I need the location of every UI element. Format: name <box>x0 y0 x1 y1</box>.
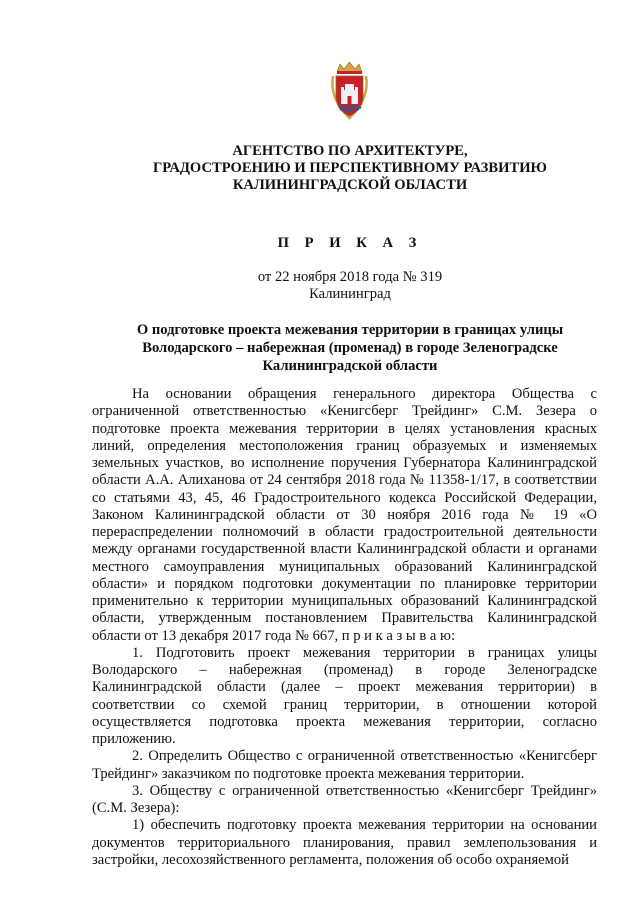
item-3-1-paragraph: 1) обеспечить подготовку проекта межевания территории на основании документов территориального планирования, правил землепользования и застройки, лесохозяйственного регламента, положения об особо охраняемой <box>92 817 597 868</box>
item-1-paragraph: 1. Подготовить проект межевания территории в границах улицы Володарского – набережная (променад) в городе Зеленоградске Калининградской области (далее – проект межевания территории) в соответствии со схемой границ территории, в отношении которой осуществляется подготовка проекта межевания территории, согласно приложению. <box>92 644 597 747</box>
preamble-paragraph: На основании обращения генерального директора Общества с ограниченной ответственностью «Кенигсберг Трейдинг» С.М. Зезера о подготовке проекта межевания территории в целях установления красных линий, определения местоположения границ образуемых и изменяемых земельных участков, во исполнение поручения Губернатора Калининградской области А.А. Алиханова от 24 сентября 2018 года № 11358-1/17, в соответствии со статьями 43, 45, 46 Градостроительного кодекса Российской Федерации, Законом Калининградской области от 30 ноября 2016 года № 19 «О перераспределении полномочий в области градостроительной деятельности между органами государственной власти Калининградской области и органами местного самоуправления муниципальных образований Калининградской области» и порядком подготовки документации по планировке территории применительно к территории муниципальных образований Калининградской области, утвержденным постановлением Правительства Калининградской области от 13 декабря 2017 года № 667, п р и к а з ы в а ю: <box>92 386 597 644</box>
order-subject <box>60 321 640 375</box>
agency-line-3: КАЛИНИНГРАДСКОЙ ОБЛАСТИ <box>232 177 468 193</box>
order-meta <box>60 269 640 303</box>
subject-line-3: Калининградской области <box>262 358 438 374</box>
order-date-line: от 22 ноября 2018 года № 319 <box>257 269 443 285</box>
agency-header <box>60 143 640 194</box>
item-2-paragraph: 2. Определить Общество с ограниченной ответственностью «Кенигсберг Трейдинг» заказчиком по подготовке проекта межевания территории. <box>92 748 597 782</box>
item-3-paragraph: 3. Обществу с ограниченной ответственностью «Кенигсберг Трейдинг» (С.М. Зезера): <box>92 782 597 816</box>
order-body <box>92 386 597 869</box>
subject-line-1: О подготовке проекта межевания территории в границах улицы <box>136 322 564 338</box>
agency-line-1: АГЕНТСТВО ПО АРХИТЕКТУРЕ, <box>232 143 468 159</box>
agency-line-2: ГРАДОСТРОЕНИЮ И ПЕРСПЕКТИВНОМУ РАЗВИТИЮ <box>153 160 547 176</box>
order-city: Калининград <box>309 286 391 302</box>
subject-line-2: Володарского – набережная (променад) в городе Зеленоградске <box>142 340 558 356</box>
order-title: П Р И К А З <box>277 235 423 251</box>
coat-of-arms-icon <box>327 60 372 120</box>
